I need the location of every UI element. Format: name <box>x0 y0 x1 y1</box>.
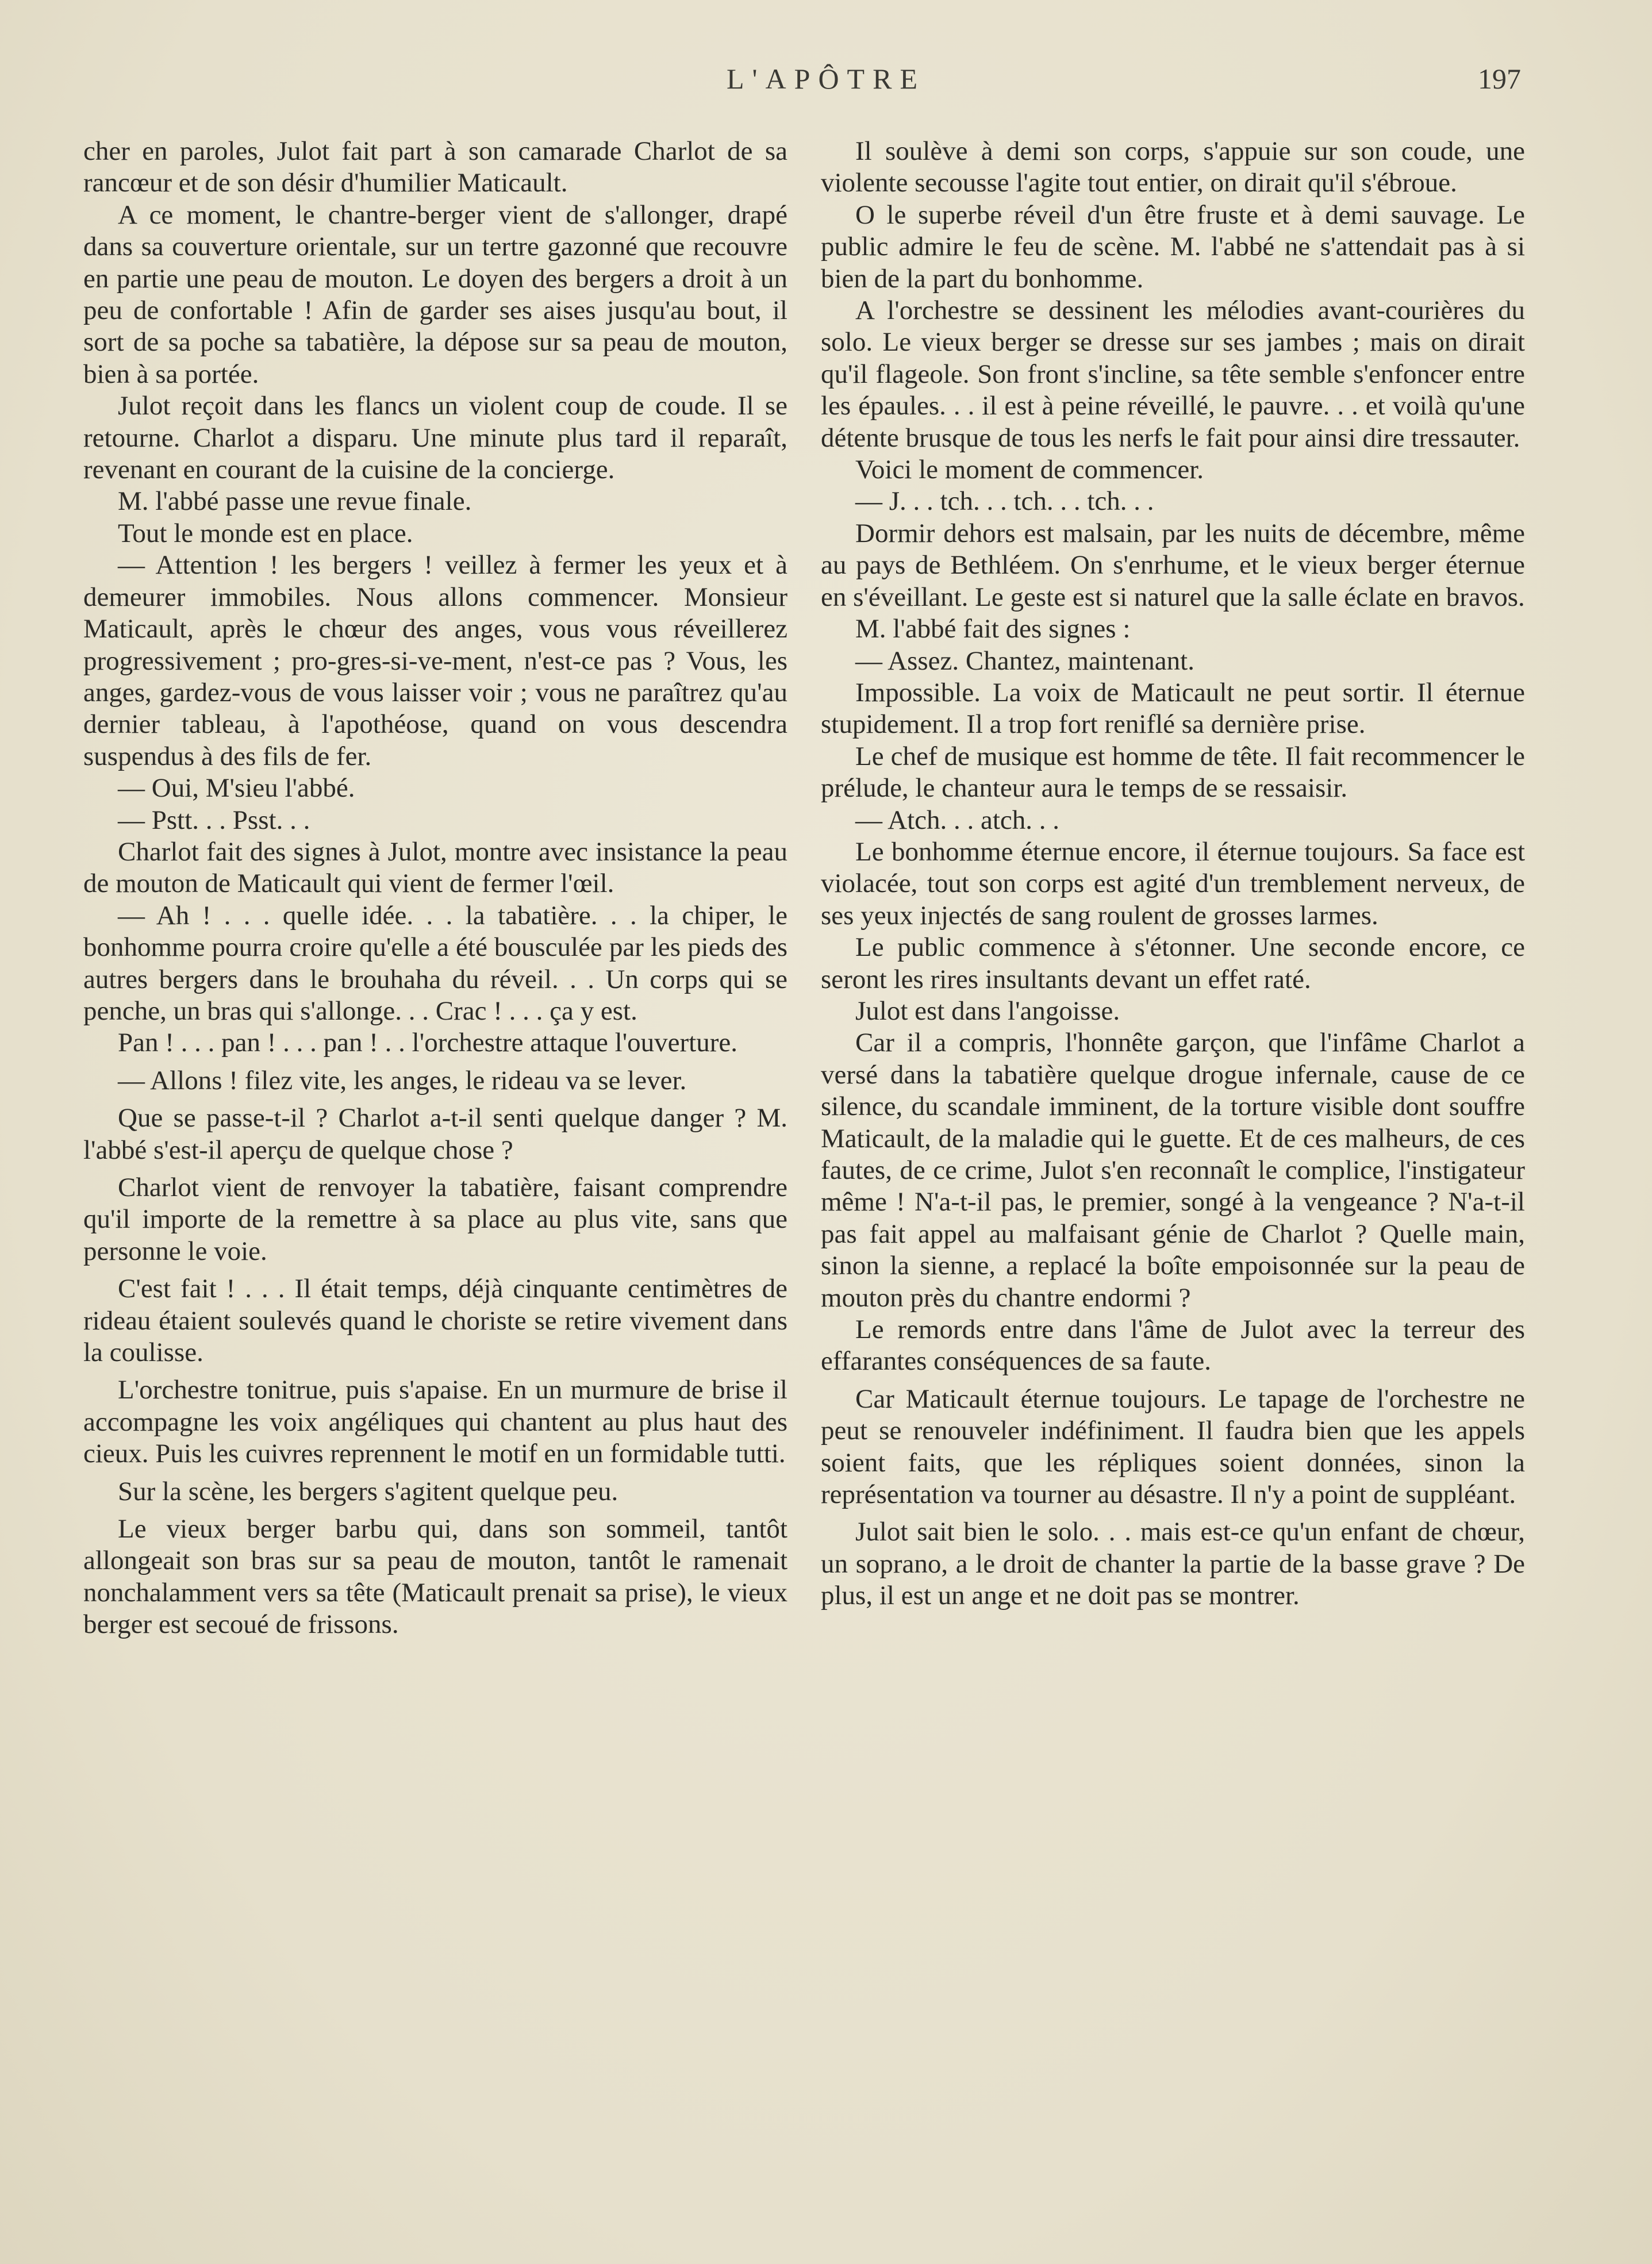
paragraph: — Pstt. . . Psst. . . <box>118 805 310 835</box>
paragraph: Le bonhomme éternue encore, il éternue toujours. Sa face est violacée, tout son corps est agité d'un tremblement nerveux, de ses yeux injectés de sang roulent de grosses larmes. <box>821 836 1525 931</box>
paragraph: Impossible. La voix de Maticault ne peut sortir. Il éternue stupidement. Il a trop fort reniflé sa dernière prise. <box>821 677 1525 740</box>
paragraph: Voici le moment de commencer. <box>855 455 1204 485</box>
paragraph: Julot reçoit dans les flancs un violent coup de coude. Il se retourne. Charlot a disparu. Une minute plus tard il reparaît, revenant en courant de la cuisine de la concierge. <box>83 391 787 485</box>
right-column <box>821 136 1525 1612</box>
paragraph: Le remords entre dans l'âme de Julot avec la terreur des effarantes conséquences de sa faute. <box>821 1314 1525 1377</box>
paragraph: Que se passe-t-il ? Charlot a-t-il senti quelque danger ? M. l'abbé s'est-il aperçu de quelque chose ? <box>83 1103 787 1165</box>
paragraph: L'orchestre tonitrue, puis s'apaise. En un murmure de brise il accompagne les voix angéliques qui chantent au plus haut des cieux. Puis les cuivres reprennent le motif en un formidable tutti. <box>83 1375 787 1469</box>
paragraph: — Allons ! filez vite, les anges, le rideau va se lever. <box>118 1065 687 1096</box>
paragraph: Le vieux berger barbu qui, dans son sommeil, tantôt allongeait son bras sur sa peau de mouton, tantôt le ramenait nonchalamment vers sa tête (Maticault prenait sa prise), le vieux berger est secoué de frissons. <box>83 1514 787 1640</box>
paragraph: — Attention ! les bergers ! veillez à fermer les yeux et à demeurer immobiles. Nous allons commencer. Monsieur Maticault, après le chœur des anges, vous vous réveillerez progressivement ; pro-gres-si-ve-ment, n'est-ce pas ? Vous, les anges, gardez-vous de vous laisser voir ; vous ne paraîtrez qu'au dernier tableau, à l'apothéose, quand on vous descendra suspendus à des fils de fer. <box>83 550 787 771</box>
paragraph: — Assez. Chantez, maintenant. <box>855 645 1194 676</box>
paragraph: — Oui, M'sieu l'abbé. <box>118 773 355 804</box>
paragraph: A l'orchestre se dessinent les mélodies avant-courières du solo. Le vieux berger se dresse sur ses jambes ; mais on dirait qu'il flageole. Son front s'incline, sa tête semble s'enfoncer entre les épaules. . . il est à peine réveillé, le pauvre. . . et voilà qu'une détente brusque de tous les nerfs le fait pour ainsi dire tressauter. <box>821 295 1525 453</box>
paragraph: — J. . . tch. . . tch. . . tch. . . <box>855 486 1154 517</box>
paragraph: Tout le monde est en place. <box>118 518 413 548</box>
paragraph: — Atch. . . atch. . . <box>855 805 1060 835</box>
paragraph: C'est fait ! . . . Il était temps, déjà cinquante centimètres de rideau étaient soulevés quand le choriste se retire vivement dans la coulisse. <box>83 1274 787 1368</box>
paragraph: Car Maticault éternue toujours. Le tapage de l'orchestre ne peut se renouveler indéfiniment. Il faudra bien que les appels soient faits, que les répliques soient données, sinon la représentation va tourner au désastre. Il n'y a point de suppléant. <box>821 1383 1525 1510</box>
paragraph: Il soulève à demi son corps, s'appuie sur son coude, une violente secousse l'agite tout entier, on dirait qu'il s'ébroue. <box>821 136 1525 198</box>
paragraph: Sur la scène, les bergers s'agitent quelque peu. <box>118 1476 618 1506</box>
paragraph: M. l'abbé fait des signes : <box>855 614 1131 644</box>
paragraph: O le superbe réveil d'un être fruste et à demi sauvage. Le public admire le feu de scène. M. l'abbé ne s'attendait pas à si bien de la part du bonhomme. <box>821 199 1525 294</box>
left-column <box>83 136 787 1641</box>
paragraph: Le chef de musique est homme de tête. Il fait recommencer le prélude, le chanteur aura le temps de se ressaisir. <box>821 741 1525 804</box>
paragraph: A ce moment, le chantre-berger vient de s'allonger, drapé dans sa couverture orientale, sur un tertre gazonné que recouvre en partie une peau de mouton. Le doyen des bergers a droit à un peu de confortable ! Afin de garder ses aises jusqu'au bout, il sort de sa poche sa tabatière, la dépose sur sa peau de mouton, bien à sa portée. <box>83 199 787 389</box>
paragraph: Dormir dehors est malsain, par les nuits de décembre, même au pays de Bethléem. On s'enrhume, et le vieux berger éternue en s'éveillant. Le geste est si naturel que la salle éclate en bravos. <box>821 518 1525 612</box>
paragraph: Car il a compris, l'honnête garçon, que l'infâme Charlot a versé dans la tabatière quelque drogue infernale, cause de ce silence, du scandale imminent, de la torture visible dont souffre Maticault, de la maladie qui le guette. Et de ces malheurs, de ces fautes, de ce crime, Julot s'en reconnaît le complice, l'instigateur même ! N'a-t-il pas, le premier, songé à la vengeance ? N'a-t-il pas fait appel au malfaisant génie de Charlot ? Quelle main, sinon la sienne, a replacé la boîte empoisonnée sur la peau de mouton près du chantre endormi ? <box>821 1028 1525 1313</box>
paragraph: Julot est dans l'angoisse. <box>855 995 1120 1026</box>
paragraph: Le public commence à s'étonner. Une seconde encore, ce seront les rires insultants devant un effet raté. <box>821 932 1525 994</box>
paragraph: cher en paroles, Julot fait part à son camarade Charlot de sa rancœur et de son désir d'humilier Maticault. <box>83 136 787 198</box>
paragraph: Pan ! . . . pan ! . . . pan ! . . l'orchestre attaque l'ouverture. <box>118 1028 737 1058</box>
paragraph: M. l'abbé passe une revue finale. <box>118 486 472 517</box>
paragraph: Charlot vient de renvoyer la tabatière, faisant comprendre qu'il importe de la remettre à sa place au plus vite, sans que personne le voie. <box>83 1173 787 1266</box>
page-number: 197 <box>1478 63 1521 95</box>
paragraph: Julot sait bien le solo. . . mais est-ce qu'un enfant de chœur, un soprano, a le droit de chanter la partie de la basse grave ? De plus, il est un ange et ne doit pas se montrer. <box>821 1517 1525 1611</box>
running-title: L'APÔTRE <box>726 63 925 95</box>
paragraph: — Ah ! . . . quelle idée. . . la tabatière. . . la chiper, le bonhomme pourra croire qu'elle a été bousculée par les pieds des autres bergers dans le brouhaha du réveil. . . Un corps qui se penche, un bras qui s'allonge. . . Crac ! . . . ça y est. <box>83 900 787 1026</box>
paragraph: Charlot fait des signes à Julot, montre avec insistance la peau de mouton de Maticault qui vient de fermer l'œil. <box>83 836 787 899</box>
